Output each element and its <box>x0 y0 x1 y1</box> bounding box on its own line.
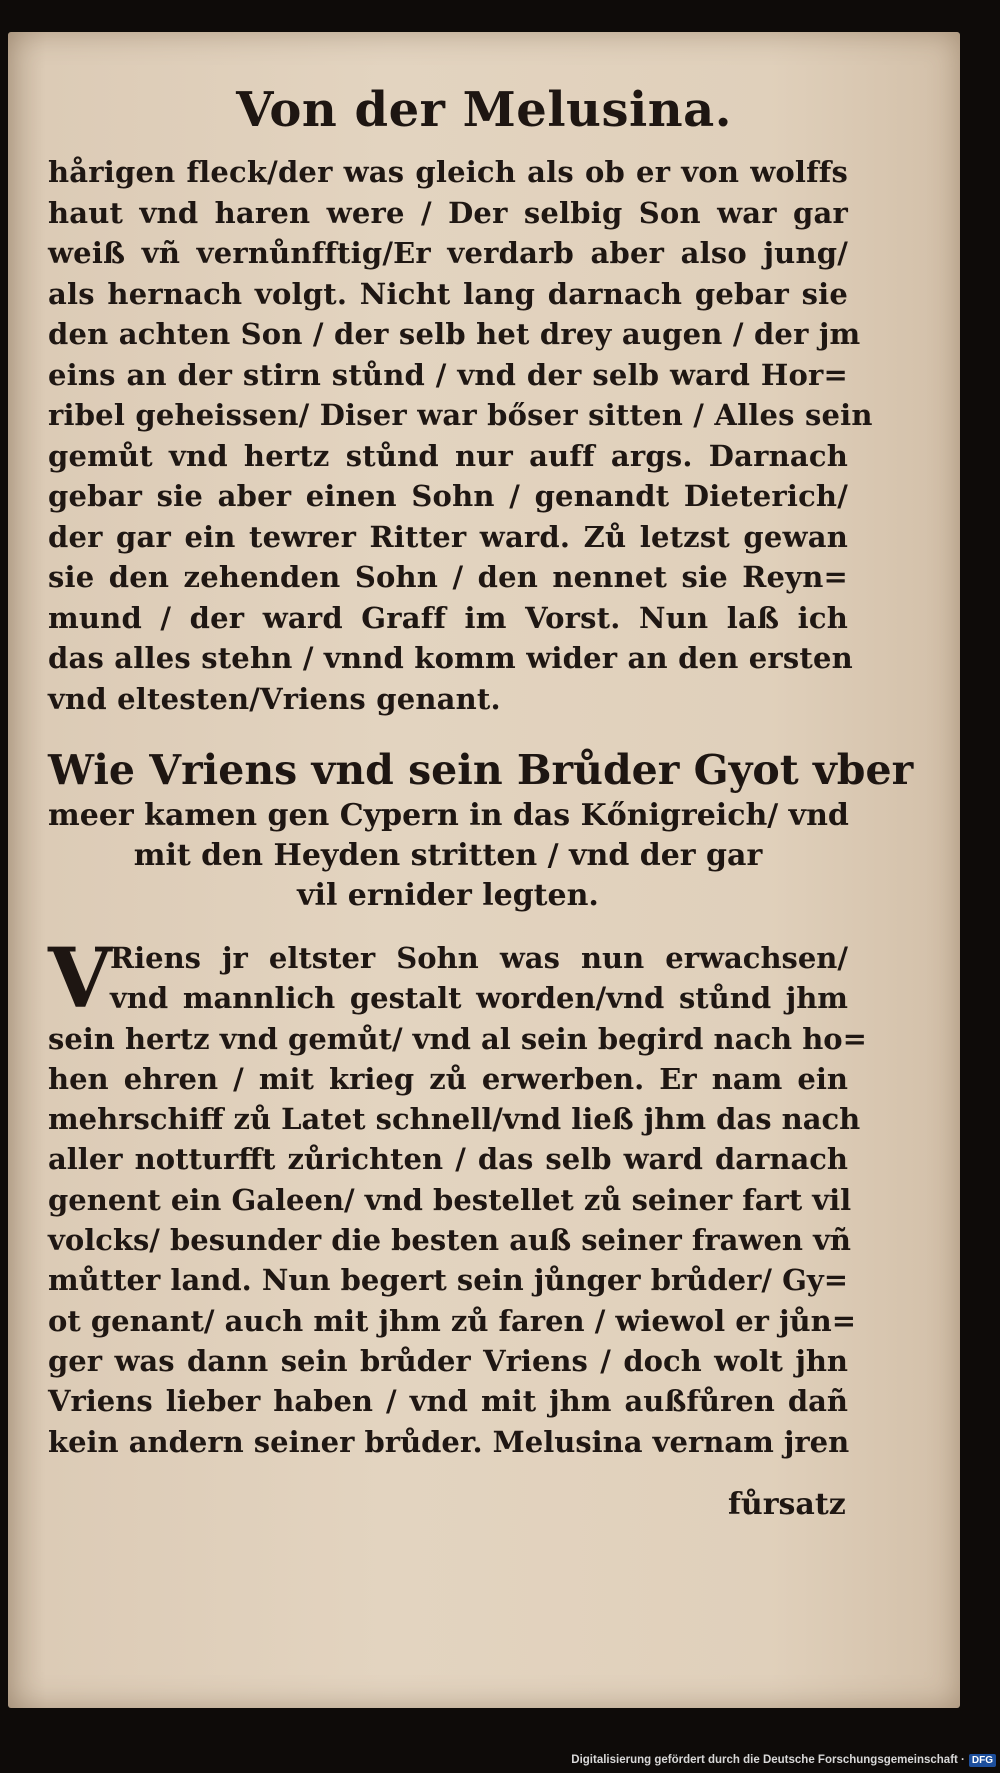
text-line: das alles stehn / vnnd komm wider an den ersten <box>48 641 853 675</box>
chapter-heading-line: meer kamen gen Cypern in das Kőnigreich/ vnd <box>48 798 849 833</box>
text-line: ribel geheissen/ Diser war bőser sitten / Alles sein <box>48 398 873 432</box>
chapter-heading-line: Wie Vriens vnd sein Brůder Gyot vber <box>48 746 914 794</box>
text-line: weiß vñ vernůnfftig/Er verdarb aber also jung/ <box>48 236 848 270</box>
text-line: als hernach volgt. Nicht lang darnach gebar sie <box>48 276 848 311</box>
body-text <box>48 152 873 719</box>
text-line: kein andern seiner brůder. Melusina vernam jren <box>48 1424 850 1459</box>
text-line: Vriens lieber haben / vnd mit jhm außfůren dañ <box>48 1384 848 1419</box>
text-line: vnd mannlich gestalt worden/vnd stůnd jhm <box>110 981 848 1016</box>
chapter-text <box>48 931 867 1462</box>
dfg-logo-icon: DFG <box>969 1754 996 1767</box>
text-line: hårigen fleck/der was gleich als ob er von wolffs <box>48 155 848 189</box>
credit-text: Digitalisierung gefördert durch die Deutsche Forschungsgemeinschaft · <box>571 1754 965 1766</box>
text-line: mund / der ward Graff im Vorst. Nun laß ich <box>48 600 848 635</box>
catchword: fůrsatz <box>728 1487 846 1522</box>
initial-letter: V <box>48 931 112 1027</box>
text-line: haut vnd haren were / Der selbig Son war gar <box>48 195 848 230</box>
text-line: Riens jr eltster Sohn was nun erwachsen/ <box>110 941 848 975</box>
text-line: ot genant/ auch mit jhm zů faren / wiewol er jůn= <box>48 1303 857 1338</box>
text-line: volcks/ besunder die besten auß seiner frawen vñ <box>48 1223 852 1258</box>
text-line: gemůt vnd hertz stůnd nur auff args. Darnach <box>48 438 848 473</box>
chapter-heading <box>48 744 914 916</box>
chapter-heading-line: mit den Heyden stritten / vnd der gar <box>133 838 763 873</box>
chapter-heading-line: vil ernider legten. <box>297 878 599 913</box>
text-line: hen ehren / mit krieg zů erwerben. Er nam ein <box>48 1061 848 1096</box>
text-line: aller notturfft zůrichten / das selb ward darnach <box>48 1142 848 1177</box>
book-page <box>8 32 960 1708</box>
text-line: ger was dann sein brůder Vriens / doch wolt jhn <box>48 1343 848 1378</box>
text-line: mehrschiff zů Latet schnell/vnd ließ jhm das nach <box>48 1102 861 1137</box>
text-line: můtter land. Nun begert sein jůnger brůder/ Gy= <box>48 1263 848 1298</box>
text-line: der gar ein tewrer Ritter ward. Zů letzst gewan <box>48 519 848 554</box>
text-line: gebar sie aber einen Sohn / genandt Dieterich/ <box>48 479 848 513</box>
text-line: sie den zehenden Sohn / den nennet sie Reyn= <box>48 560 848 594</box>
text-line: vnd eltesten/Vriens genant. <box>48 681 501 716</box>
text-line: eins an der stirn stůnd / vnd der selb ward Hor= <box>48 357 848 392</box>
text-line: genent ein Galeen/ vnd bestellet zů seiner fart vil <box>48 1182 852 1217</box>
text-line: den achten Son / der selb het drey augen / der jm <box>48 317 861 351</box>
running-head: Von der Melusina. <box>236 82 732 138</box>
digitization-credit <box>571 1751 996 1769</box>
text-line: sein hertz vnd gemůt/ vnd al sein begird nach ho= <box>48 1021 867 1056</box>
